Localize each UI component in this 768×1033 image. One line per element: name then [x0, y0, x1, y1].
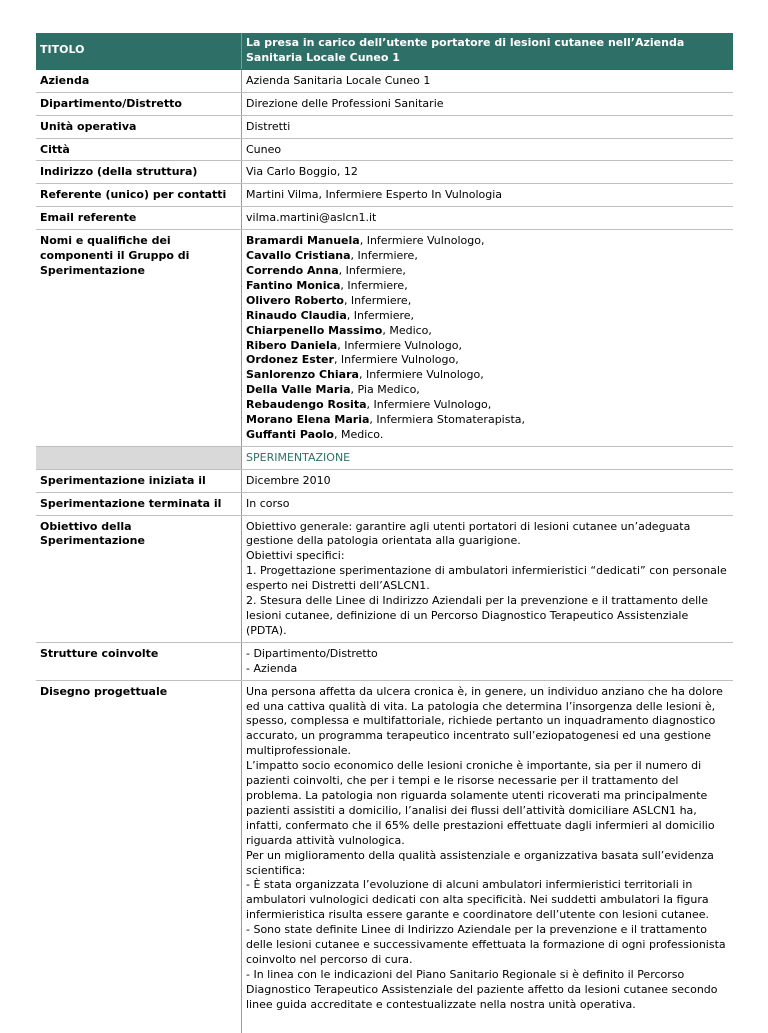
title-row [36, 33, 733, 69]
member-role: , Medico. [333, 427, 384, 441]
design-paragraph: - In linea con le indicazioni del Piano Sanitario Regionale si è definito il Percorso Diagnostico Terapeutico Assistenziale del paziente affetto da lesioni cutanee secondo linee guida accreditate e contestualizzate nella nostra unità operativa. [246, 967, 718, 1011]
member-role: , Infermiere, [340, 278, 408, 292]
trailing-row [36, 1016, 733, 1033]
field-label: Unità operativa [36, 115, 242, 138]
group-row [36, 230, 733, 447]
structures-list [242, 642, 734, 680]
title-label: TITOLO [36, 33, 242, 69]
member-role: , Infermiera Stomaterapista, [369, 413, 526, 427]
objective-line: Obiettivi specifici: [246, 549, 345, 563]
member-role: , Infermiere Vulnologo, [333, 353, 459, 367]
member-name: Fantino Monica [246, 278, 341, 292]
field-row-azienda [36, 69, 733, 92]
section-title: SPERIMENTAZIONE [242, 446, 734, 469]
objective-line: 1. Progettazione sperimentazione di ambulatori infermieristici “dedicati” con personale esperto nei Distretti dell’ASLCN1. [246, 564, 727, 593]
member-name: Rinaudo Claudia [246, 308, 347, 322]
design-paragraph: - Sono state definite Linee di Indirizzo Aziendale per la prevenzione e il trattamento delle lesioni cutanee e successivamente effettuata la formazione di ogni professionista coinvolto nel percorso di cura. [246, 923, 726, 966]
project-sheet [36, 33, 733, 1033]
start-label: Sperimentazione iniziata il [36, 469, 242, 492]
field-value: Distretti [242, 115, 734, 138]
member-name: Morano Elena Maria [246, 413, 370, 427]
design-text [242, 680, 734, 1015]
member-item [246, 398, 729, 413]
objective-line: 2. Stesura delle Linee di Indirizzo Aziendali per la prevenzione e il trattamento delle lesioni cutanee, definizione di un Percorso Diagnostico Terapeutico Assistenziale (PDTA). [246, 594, 708, 637]
field-label: Città [36, 138, 242, 161]
member-item [246, 309, 729, 324]
structure-item: - Azienda [246, 661, 298, 675]
member-item [246, 249, 729, 264]
email-value: vilma.martini@aslcn1.it [242, 207, 734, 230]
design-paragraph: Per un miglioramento della qualità assistenziale e organizzativa basata sull’evidenza scientifica: [246, 848, 714, 877]
member-name: Rebaudengo Rosita [246, 398, 367, 412]
end-row [36, 492, 733, 515]
field-value: Via Carlo Boggio, 12 [242, 161, 734, 184]
member-role: , Infermiere, [338, 263, 406, 277]
objective-text [242, 515, 734, 642]
objective-label: Obiettivo della Sperimentazione [36, 515, 242, 642]
design-row [36, 680, 733, 1015]
member-item [246, 279, 729, 294]
member-item [246, 368, 729, 383]
member-name: Ribero Daniela [246, 338, 338, 352]
structures-label: Strutture coinvolte [36, 642, 242, 680]
end-label: Sperimentazione terminata il [36, 492, 242, 515]
field-row-unita [36, 115, 733, 138]
member-name: Sanlorenzo Chiara [246, 368, 359, 382]
field-label: Indirizzo (della struttura) [36, 161, 242, 184]
field-value: Martini Vilma, Infermiere Esperto In Vulnologia [242, 184, 734, 207]
member-item [246, 294, 729, 309]
member-role: , Infermiere Vulnologo, [359, 234, 485, 248]
member-name: Olivero Roberto [246, 293, 344, 307]
end-value: In corso [242, 492, 734, 515]
member-item [246, 324, 729, 339]
member-item [246, 339, 729, 354]
member-role: , Infermiere, [343, 293, 412, 307]
member-name: Della Valle Maria [246, 383, 351, 397]
trailing-spacer [242, 1016, 734, 1033]
structure-item: - Dipartimento/Distretto [246, 646, 378, 660]
member-item [246, 353, 729, 368]
design-paragraph: L’impatto socio economico delle lesioni croniche è importante, sia per il numero di pazienti coinvolti, che per i tempi e le risorse necessarie per il trattamento del problema. La patologia non riguarda solamente utenti ricoverati ma principalmente pazienti assistiti a domicilio, l’analisi dei flussi dell’attività domiciliare ASLCN1 ha, infatti, confermato che il 65% delle prestazioni effettuate dagli infermieri al domicilio riguarda attività vulnologica. [246, 759, 715, 847]
member-role: , Infermiere Vulnologo, [366, 398, 492, 412]
field-value: Azienda Sanitaria Locale Cuneo 1 [242, 69, 734, 92]
member-item [246, 413, 729, 428]
field-value: Direzione delle Professioni Sanitarie [242, 92, 734, 115]
group-label: Nomi e qualifiche dei componenti il Gruppo di Sperimentazione [36, 230, 242, 447]
field-label: Azienda [36, 69, 242, 92]
field-label: Referente (unico) per contatti [36, 184, 242, 207]
structures-row [36, 642, 733, 680]
member-role: , Pia Medico, [350, 383, 420, 397]
field-row-citta [36, 138, 733, 161]
member-name: Chiarpenello Massimo [246, 323, 383, 337]
member-item [246, 264, 729, 279]
section-row [36, 446, 733, 469]
field-row-email [36, 207, 733, 230]
objective-line: Obiettivo generale: garantire agli utenti portatori di lesioni cutanee un’adeguata gestione della patologia orientata alla guarigione. [246, 519, 691, 548]
field-row-indirizzo [36, 161, 733, 184]
field-value: Cuneo [242, 138, 734, 161]
member-item [246, 428, 729, 443]
project-title: La presa in carico dell’utente portatore di lesioni cutanee nell’Azienda Sanitaria Locale Cuneo 1 [242, 33, 734, 69]
member-name: Bramardi Manuela [246, 234, 360, 248]
member-role: , Infermiere, [350, 249, 418, 263]
member-item [246, 234, 729, 249]
member-item [246, 383, 729, 398]
design-paragraph: Una persona affetta da ulcera cronica è, in genere, un individuo anziano che ha dolore ed una cattiva qualità di vita. La patologia che determina l’insorgenza delle lesioni è, spesso, complessa e multifattoriale, richiede pertanto un inquadramento diagnostico accurato, un programma terapeutico incentrato sull’eziopatogenesi ed una gestione multiprofessionale. [246, 684, 723, 758]
section-spacer [36, 446, 242, 469]
member-name: Guffanti Paolo [246, 427, 334, 441]
member-role: , Infermiere Vulnologo, [358, 368, 484, 382]
group-members [242, 230, 734, 447]
field-row-dipartimento [36, 92, 733, 115]
field-label: Email referente [36, 207, 242, 230]
field-label: Dipartimento/Distretto [36, 92, 242, 115]
member-role: , Infermiere Vulnologo, [337, 338, 462, 352]
design-paragraph: - È stata organizzata l’evoluzione di alcuni ambulatori infermieristici territoriali in ambulatori vulnologici dedicati con alta specificità. Nei suddetti ambulatori la figura infermieristica risulta essere garante e coordinatore dell’utente con lesioni cutanee. [246, 878, 710, 922]
member-name: Cavallo Cristiana [246, 249, 351, 263]
design-label: Disegno progettuale [36, 680, 242, 1015]
member-name: Correndo Anna [246, 263, 339, 277]
start-row [36, 469, 733, 492]
member-role: , Medico, [382, 323, 432, 337]
member-role: , Infermiere, [346, 308, 415, 322]
start-value: Dicembre 2010 [242, 469, 734, 492]
objective-row [36, 515, 733, 642]
field-row-referente [36, 184, 733, 207]
member-name: Ordonez Ester [246, 353, 334, 367]
trailing-spacer [36, 1016, 242, 1033]
